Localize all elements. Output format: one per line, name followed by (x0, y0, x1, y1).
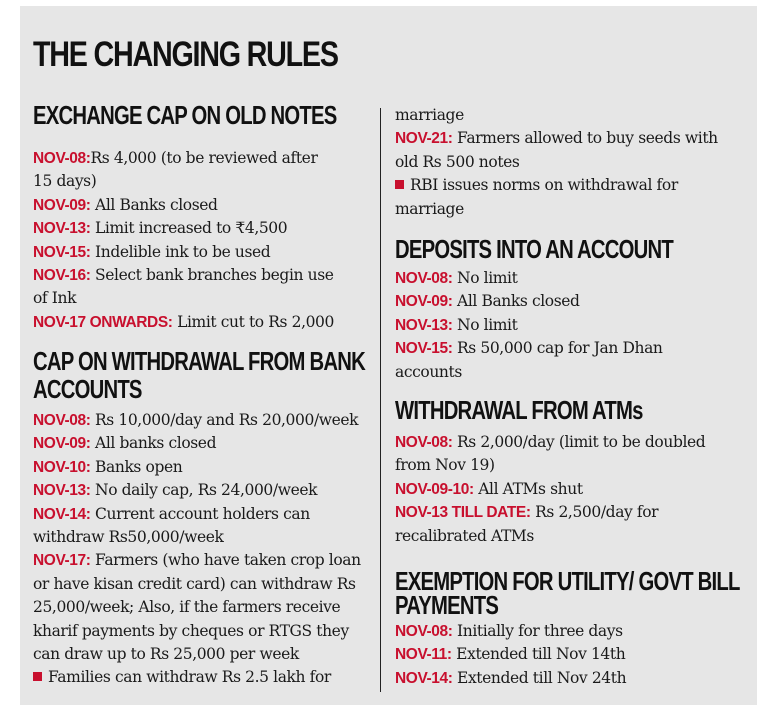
entry-text: Farmers (who have taken crop loan (90, 551, 361, 570)
bullet-icon (33, 672, 42, 681)
section-heading-atm: WITHDRAWAL FROM ATMs (395, 395, 643, 425)
section-heading-exemption: EXEMPTION FOR UTILITY/ GOVT BILL (395, 566, 740, 596)
entry-line (33, 241, 270, 264)
entry-text: can draw up to Rs 25,000 per week (33, 645, 299, 663)
entry-date: NOV-17: (33, 552, 91, 570)
entry-line (395, 620, 623, 643)
entry-date: NOV-09: (395, 293, 453, 311)
entry-line (395, 337, 663, 360)
entry-line (33, 147, 317, 170)
entry-text: 25,000/week; Also, if the farmers receive (33, 598, 341, 617)
entry-text: Limit increased to ₹4,500 (90, 219, 288, 238)
entry-text: of Ink (33, 289, 77, 308)
entry-text: No limit (452, 315, 518, 334)
entry-text: Farmers allowed to buy seeds with (452, 129, 718, 148)
entry-text: 15 days) (33, 172, 97, 191)
entry-line (33, 549, 361, 572)
entry-date: NOV-13 TILL DATE: (395, 504, 531, 522)
entry-line (33, 573, 356, 596)
entry-line (395, 290, 580, 313)
page-title: THE CHANGING RULES (33, 35, 338, 74)
entry-date: NOV-13: (33, 482, 91, 500)
entry-line (33, 170, 96, 193)
entry-line (33, 456, 182, 479)
entry-line (33, 620, 349, 643)
entry-text: Limit cut to Rs 2,000 (172, 312, 334, 331)
entry-text: Select bank branches begin use (90, 266, 334, 284)
entry-text: Rs 10,000/day and Rs 20,000/week (90, 411, 359, 429)
entry-date: NOV-15: (395, 340, 453, 358)
entry-line (395, 198, 464, 221)
entry-text: No daily cap, Rs 24,000/week (90, 481, 318, 500)
entry-line (33, 503, 310, 526)
entry-date: NOV-08: (33, 150, 91, 167)
entry-date: NOV-08: (33, 412, 91, 429)
entry-line (395, 501, 658, 524)
section-heading-withdrawal-bank-cont: ACCOUNTS (33, 374, 142, 404)
entry-date: NOV-08: (395, 270, 453, 287)
section-heading-exchange: EXCHANGE CAP ON OLD NOTES (33, 100, 337, 130)
entry-line (33, 194, 218, 217)
entry-date: NOV-08: (395, 623, 453, 640)
entry-line (395, 431, 705, 454)
entry-date: NOV-16: (33, 267, 91, 284)
column-divider (380, 108, 381, 692)
section-heading-deposits: DEPOSITS INTO AN ACCOUNT (395, 234, 673, 264)
entry-text: Current account holders can (90, 504, 310, 523)
entry-text: Extended till Nov 24th (452, 668, 627, 687)
entry-text: Banks open (90, 457, 183, 476)
entry-text: marriage (395, 199, 464, 218)
entry-date: NOV-10: (33, 458, 91, 476)
section-heading-withdrawal-bank: CAP ON WITHDRAWAL FROM BANK (33, 346, 365, 376)
entry-text: Rs 50,000 cap for Jan Dhan (452, 339, 663, 358)
entry-text: accounts (395, 362, 462, 381)
entry-line (33, 526, 224, 549)
entry-text: Families can withdraw Rs 2.5 lakh for (48, 668, 331, 687)
entry-line (33, 596, 340, 619)
entry-line (395, 643, 625, 666)
entry-line (33, 311, 334, 334)
entry-text: withdraw Rs50,000/week (33, 528, 224, 546)
entry-text: RBI issues norms on withdrawal for (410, 176, 678, 195)
entry-text: Extended till Nov 14th (451, 645, 626, 664)
entry-line (395, 104, 464, 127)
entry-line (395, 454, 495, 477)
bullet-icon (395, 180, 404, 189)
entry-date: NOV-15: (33, 243, 91, 261)
entry-line (33, 479, 317, 502)
entry-date: NOV-14: (33, 505, 91, 523)
entry-line (395, 667, 626, 690)
entry-text: kharif payments by cheques or RTGS they (33, 621, 349, 640)
entry-line (395, 314, 517, 337)
entry-date: NOV-17 ONWARDS: (33, 313, 173, 331)
entry-text: or have kisan credit card) can withdraw Rs (33, 574, 356, 593)
entry-line (33, 666, 331, 689)
entry-text: Indelible ink to be used (90, 242, 271, 261)
entry-text: No limit (452, 269, 518, 287)
entry-line (33, 432, 216, 455)
entry-text: from Nov 19) (395, 456, 495, 475)
entry-line (33, 217, 287, 240)
entry-line (33, 264, 334, 287)
entry-text: Initially for three days (452, 622, 623, 640)
entry-date: NOV-09-10: (395, 480, 474, 498)
entry-date: NOV-13: (33, 220, 91, 238)
entry-text: All ATMs shut (473, 479, 583, 498)
entry-text: Rs 2,500/day for (530, 503, 659, 522)
entry-line (33, 643, 299, 666)
entry-date: NOV-08: (395, 434, 453, 451)
entry-text: All Banks closed (452, 292, 580, 311)
entry-date: NOV-14: (395, 669, 453, 687)
entry-line (395, 267, 517, 290)
entry-date: NOV-11: (395, 646, 452, 664)
entry-date: NOV-21: (395, 130, 453, 148)
section-heading-exemption-cont: PAYMENTS (395, 590, 499, 620)
entry-date: NOV-13: (395, 316, 453, 334)
entry-date: NOV-09: (33, 196, 91, 214)
entry-line (395, 361, 462, 384)
entry-text: Rs 2,000/day (limit to be doubled (452, 433, 706, 451)
entry-text: Rs 4,000 (to be reviewed after (90, 149, 318, 167)
entry-text: All Banks closed (90, 195, 218, 214)
entry-text: All banks closed (90, 434, 217, 453)
entry-text: old Rs 500 notes (395, 152, 520, 171)
entry-date: NOV-09: (33, 435, 91, 453)
entry-line (395, 478, 583, 501)
entry-line (395, 174, 678, 197)
entry-text: recalibrated ATMs (395, 526, 534, 545)
entry-line (395, 151, 519, 174)
entry-line (33, 409, 358, 432)
entry-line (395, 525, 534, 548)
entry-line (395, 127, 718, 150)
entry-text: marriage (395, 106, 464, 124)
entry-line (33, 287, 76, 310)
